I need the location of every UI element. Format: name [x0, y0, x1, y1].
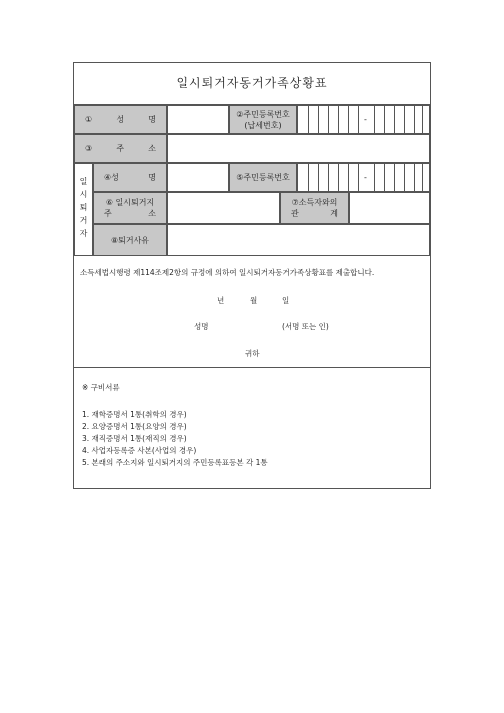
temp-name-label-a: ④성	[104, 173, 119, 182]
reason-label: ⑧퇴거사유	[110, 235, 150, 245]
sign-note: (서명 또는 인)	[282, 322, 329, 331]
address-field[interactable]	[167, 134, 430, 163]
name-label-a: 성	[116, 115, 125, 124]
reason-label-cell	[93, 224, 167, 256]
signer-label: 성명	[194, 322, 209, 331]
side-label: 일시퇴거자	[79, 177, 88, 242]
relation-label-a: 관	[291, 209, 299, 218]
side-label-cell	[74, 163, 93, 256]
rrn-dash: -	[364, 115, 367, 124]
temp-rrn-label: ⑤주민등록번호	[236, 173, 290, 182]
declaration-statement: 소득세법시행령 제114조제2항의 규정에 의하여 일시퇴거자동거가족상황표를 제출합니다.	[80, 268, 375, 277]
rrn-label-line1: ②주민등록번호	[236, 109, 290, 119]
rrn-label-cell	[229, 105, 297, 134]
document-item: 2. 요양증명서 1통(요양의 경우)	[82, 422, 187, 431]
documents-heading: ※ 구비서류	[82, 383, 120, 392]
date-year: 년	[217, 296, 225, 305]
address-label-cell	[74, 134, 167, 163]
document-item: 4. 사업자등록증 사본(사업의 경우)	[82, 446, 197, 455]
relation-label-line1: ⑦소득자와의	[291, 198, 338, 207]
temp-address-label-cell	[93, 192, 167, 224]
temp-name-label-b: 명	[148, 173, 156, 182]
address-label-b: 소	[148, 144, 156, 153]
form-title: 일시퇴거자동거가족상황표	[74, 63, 430, 105]
address-label-a: 주	[116, 144, 125, 153]
name-label-cell	[74, 105, 167, 134]
rrn-field[interactable]	[297, 105, 430, 134]
temp-rrn-label-cell	[229, 163, 297, 192]
name-field[interactable]	[167, 105, 229, 134]
document-item: 3. 재직증명서 1통(재직의 경우)	[82, 434, 187, 443]
rrn-label-line2: (납세번호)	[244, 120, 282, 130]
document-item: 5. 본래의 주소지와 일시퇴거지의 주민등록표등본 각 1통	[82, 458, 268, 467]
name-number: ①	[85, 115, 93, 124]
temp-rrn-field[interactable]	[297, 163, 430, 192]
name-label-b: 명	[148, 115, 156, 124]
temp-rrn-dash: -	[364, 173, 367, 182]
declaration-section	[74, 256, 430, 368]
recipient-label: 귀하	[245, 349, 260, 358]
temp-address-label-b: 소	[148, 209, 156, 218]
date-day: 일	[282, 296, 290, 305]
required-documents-section	[74, 368, 430, 488]
temp-name-label-cell	[93, 163, 167, 192]
temp-address-label-line1: ⑥ 일시퇴거지	[105, 198, 155, 207]
temp-address-label-a: 주	[104, 209, 112, 218]
relation-field[interactable]	[349, 192, 430, 224]
relation-label-cell	[280, 192, 349, 224]
form-sheet	[73, 62, 431, 489]
date-month: 월	[250, 296, 258, 305]
document-item: 1. 재학증명서 1통(취학의 경우)	[82, 410, 187, 419]
temp-address-field[interactable]	[167, 192, 280, 224]
reason-field[interactable]	[167, 224, 430, 256]
temp-name-field[interactable]	[167, 163, 229, 192]
address-number: ③	[85, 144, 93, 153]
relation-label-b: 계	[330, 209, 338, 218]
